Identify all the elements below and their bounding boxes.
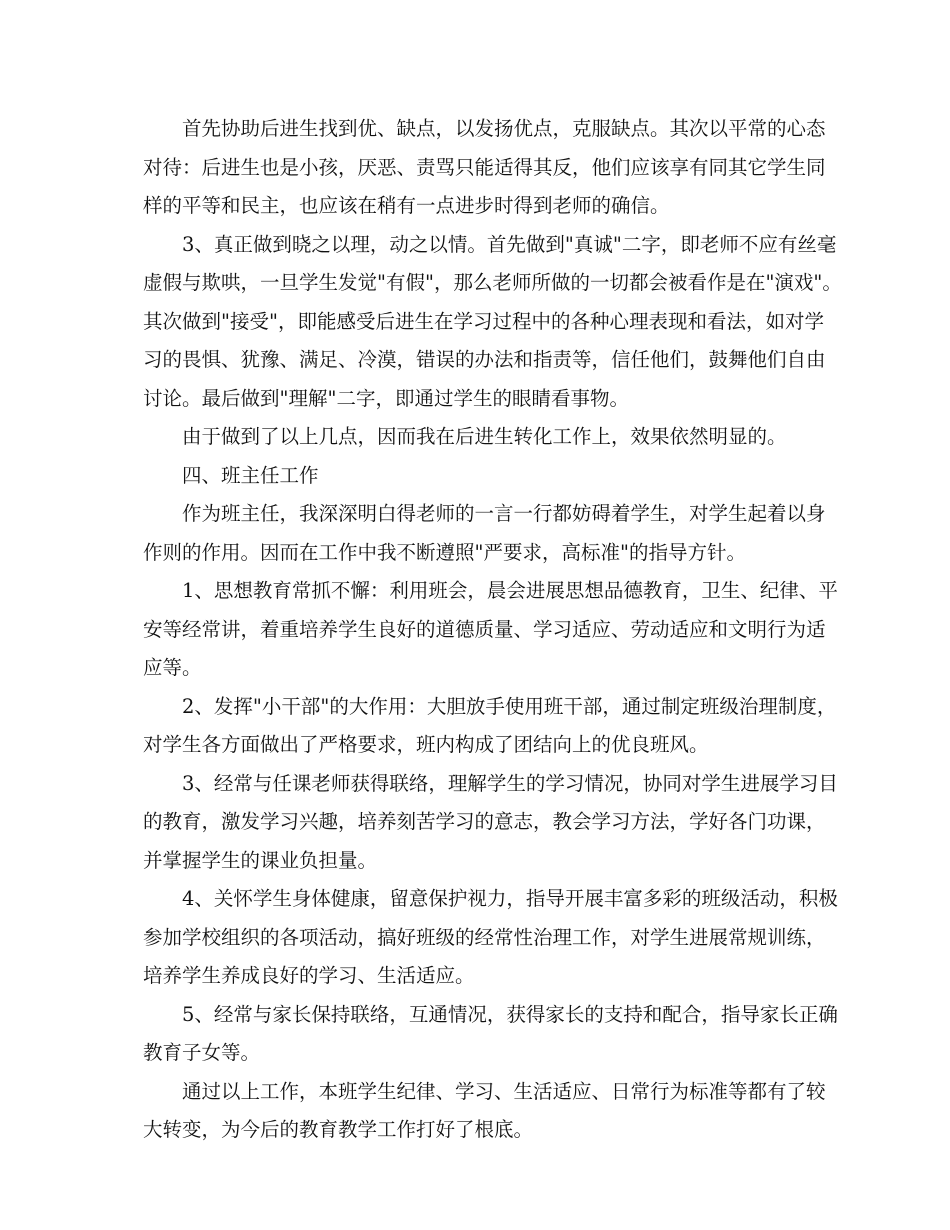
paragraph-line: 样的平等和民主，也应该在稍有一点进步时得到老师的确信。 (143, 194, 670, 217)
paragraph-line: 习的畏惧、犹豫、满足、冷漠，错误的办法和指责等，信任他们，鼓舞他们自由 (143, 348, 826, 371)
paragraph-line: 培养学生养成良好的学习、生活适应。 (143, 964, 475, 987)
paragraph (143, 418, 807, 457)
paragraph-line: 并掌握学生的课业负担量。 (143, 848, 378, 872)
paragraph-line: 1、思想教育常抓不懈：利用班会，晨会进展思想品德教育，卫生、纪律、平 (182, 579, 838, 602)
paragraph (143, 880, 838, 996)
paragraph-line: 对学生各方面做出了严格要求，班内构成了团结向上的优良班风。 (143, 733, 709, 756)
paragraph-line: 3、经常与任课老师获得联络，理解学生的学习情况，协同对学生进展学习目 (182, 771, 838, 795)
paragraph-line: 四、班主任工作 (182, 463, 319, 487)
paragraph-line: 由于做到了以上几点，因而我在后进生转化工作上，效果依然明显的。 (182, 425, 787, 448)
paragraph (143, 1073, 826, 1150)
paragraph (143, 226, 842, 419)
paragraph-line: 4、关怀学生身体健康，留意保护视力，指导开展丰富多彩的班级活动，积极 (182, 887, 838, 910)
paragraph (143, 688, 837, 765)
paragraph-line: 大转变，为今后的教育教学工作打好了根底。 (143, 1118, 534, 1141)
paragraph-line: 首先协助后进生找到优、缺点，以发扬优点，克服缺点。其次以平常的心态 (182, 117, 826, 140)
paragraph (143, 572, 838, 688)
paragraph-line: 对待：后进生也是小孩，厌恶、责骂只能适得其反，他们应该享有同其它学生同 (143, 155, 826, 179)
paragraph-line: 虚假与欺哄，一旦学生发觉"有假"，那么老师所做的一切都会被看作是在"演戏"。 (143, 271, 842, 294)
paragraph (143, 495, 826, 572)
paragraph-line: 教育子女等。 (143, 1041, 261, 1064)
paragraph-line: 参加学校组织的各项活动，搞好班级的经常性治理工作，对学生进展常规训练， (143, 925, 826, 949)
paragraph-line: 讨论。最后做到"理解"二字，即通过学生的眼睛看事物。 (143, 386, 629, 410)
paragraph-line: 5、经常与家长保持联络，互通情况，获得家长的支持和配合，指导家长正确 (182, 1002, 838, 1026)
document-body (143, 110, 842, 1150)
paragraph-line: 作为班主任，我深深明白得老师的一言一行都妨碍着学生，对学生起着以身 (182, 502, 826, 525)
paragraph-line: 其次做到"接受"，即能感受后进生在学习过程中的各种心理表现和看法，如对学 (143, 309, 824, 333)
paragraph-line: 作则的作用。因而在工作中我不断遵照"严要求，高标准"的指导方针。 (143, 540, 746, 564)
paragraph-line: 的教育，激发学习兴趣，培养刻苦学习的意志，教会学习方法，学好各门功课， (143, 810, 826, 833)
paragraph (143, 996, 838, 1073)
paragraph (143, 457, 807, 496)
paragraph (143, 110, 826, 226)
paragraph-line: 通过以上工作，本班学生纪律、学习、生活适应、日常行为标准等都有了较 (182, 1079, 826, 1103)
paragraph-line: 安等经常讲，着重培养学生良好的道德质量、学习适应、劳动适应和文明行为适 (143, 617, 826, 641)
paragraph (143, 765, 838, 881)
paragraph-line: 2、发挥"小干部"的大作用：大胆放手使用班干部，通过制定班级治理制度， (182, 694, 837, 718)
paragraph-line: 应等。 (143, 656, 202, 679)
paragraph-line: 3、真正做到晓之以理，动之以情。首先做到"真诚"二字，即老师不应有丝毫 (182, 232, 837, 256)
